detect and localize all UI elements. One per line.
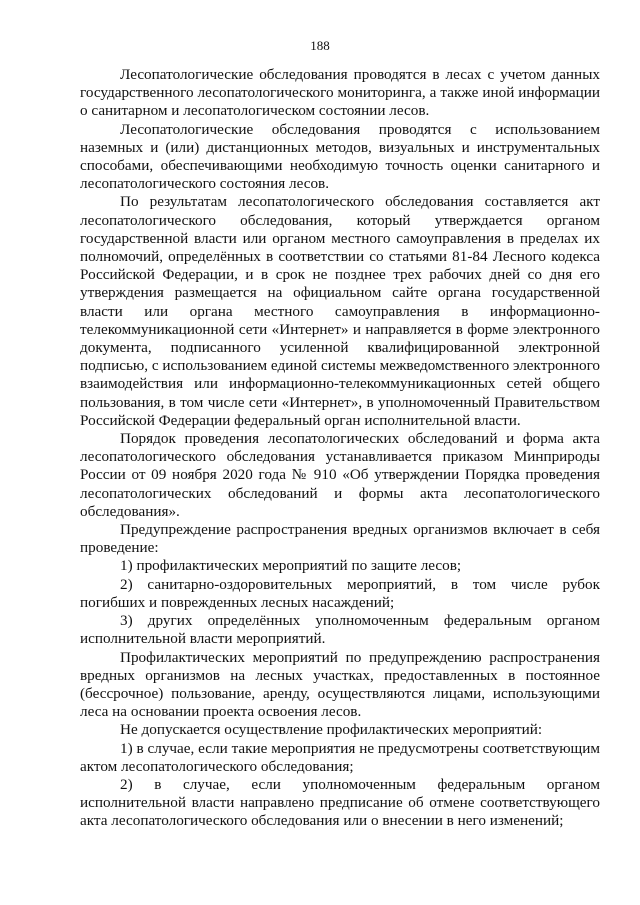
list-item: 2) в случае, если уполномоченным федеральным органом исполнительной власти направлено предписание об отмене соответствующего акта лесопатологического обследования или о внесении в него изменений;: [80, 775, 600, 830]
page-number: 188: [310, 38, 330, 53]
paragraph: Порядок проведения лесопатологических обследований и форма акта лесопатологического обследования устанавливается приказом Минприроды России от 09 ноября 2020 года № 910 «Об утверждении Порядка проведения лесопатологических обследований и формы акта лесопатологического обследования».: [80, 430, 600, 520]
list-item: 1) в случае, если такие мероприятия не предусмотрены соответствующим актом лесопатологического обследования;: [80, 739, 600, 775]
list-item: 3) других определённых уполномоченным федеральным органом исполнительной власти мероприятий.: [80, 612, 600, 648]
paragraph: Не допускается осуществление профилактических мероприятий:: [120, 721, 543, 739]
list-item: 1) профилактических мероприятий по защите лесов;: [120, 557, 462, 575]
paragraph: Лесопатологические обследования проводятся в лесах с учетом данных государственного лесопатологического мониторинга, а также иной информации о санитарном и лесопатологическом состоянии лесов.: [80, 66, 600, 120]
paragraph: Лесопатологические обследования проводятся с использованием наземных и (или) дистанционных методов, визуальных и инструментальных способами, обеспечивающими необходимую точность оценки санитарного и лесопатологического состояния лесов.: [80, 120, 600, 193]
paragraph: Профилактических мероприятий по предупреждению распространения вредных организмов на лесных участках, предоставленных в постоянное (бессрочное) пользование, аренду, осуществляются лицами, использующими леса на основании проекта освоения лесов.: [80, 648, 600, 721]
list-item: 2) санитарно-оздоровительных мероприятий, в том числе рубок погибших и поврежденных лесных насаждений;: [80, 575, 600, 611]
document-body: [80, 66, 600, 831]
paragraph: По результатам лесопатологического обследования составляется акт лесопатологического обследования, который утверждается органом государственной власти или органом местного самоуправления в пределах их полномочий, определённых в соответствии со статьями 81-84 Лесного кодекса Российской Федерации, и в срок не позднее трех рабочих дней со дня его утверждения размещается на официальном сайте органа государственной власти или органа местного самоуправления в информационно-телекоммуникационной сети «Интернет» и направляется в форме электронного документа, подписанного усиленной квалифицированной электронной подписью, с использованием единой системы межведомственного электронного взаимодействия или информационно-телекоммуникационных сетей общего пользования, в том числе сети «Интернет», в уполномоченный Правительством Российской Федерации федеральный орган исполнительной власти.: [80, 193, 601, 429]
paragraph: Предупреждение распространения вредных организмов включает в себя проведение:: [80, 521, 600, 557]
